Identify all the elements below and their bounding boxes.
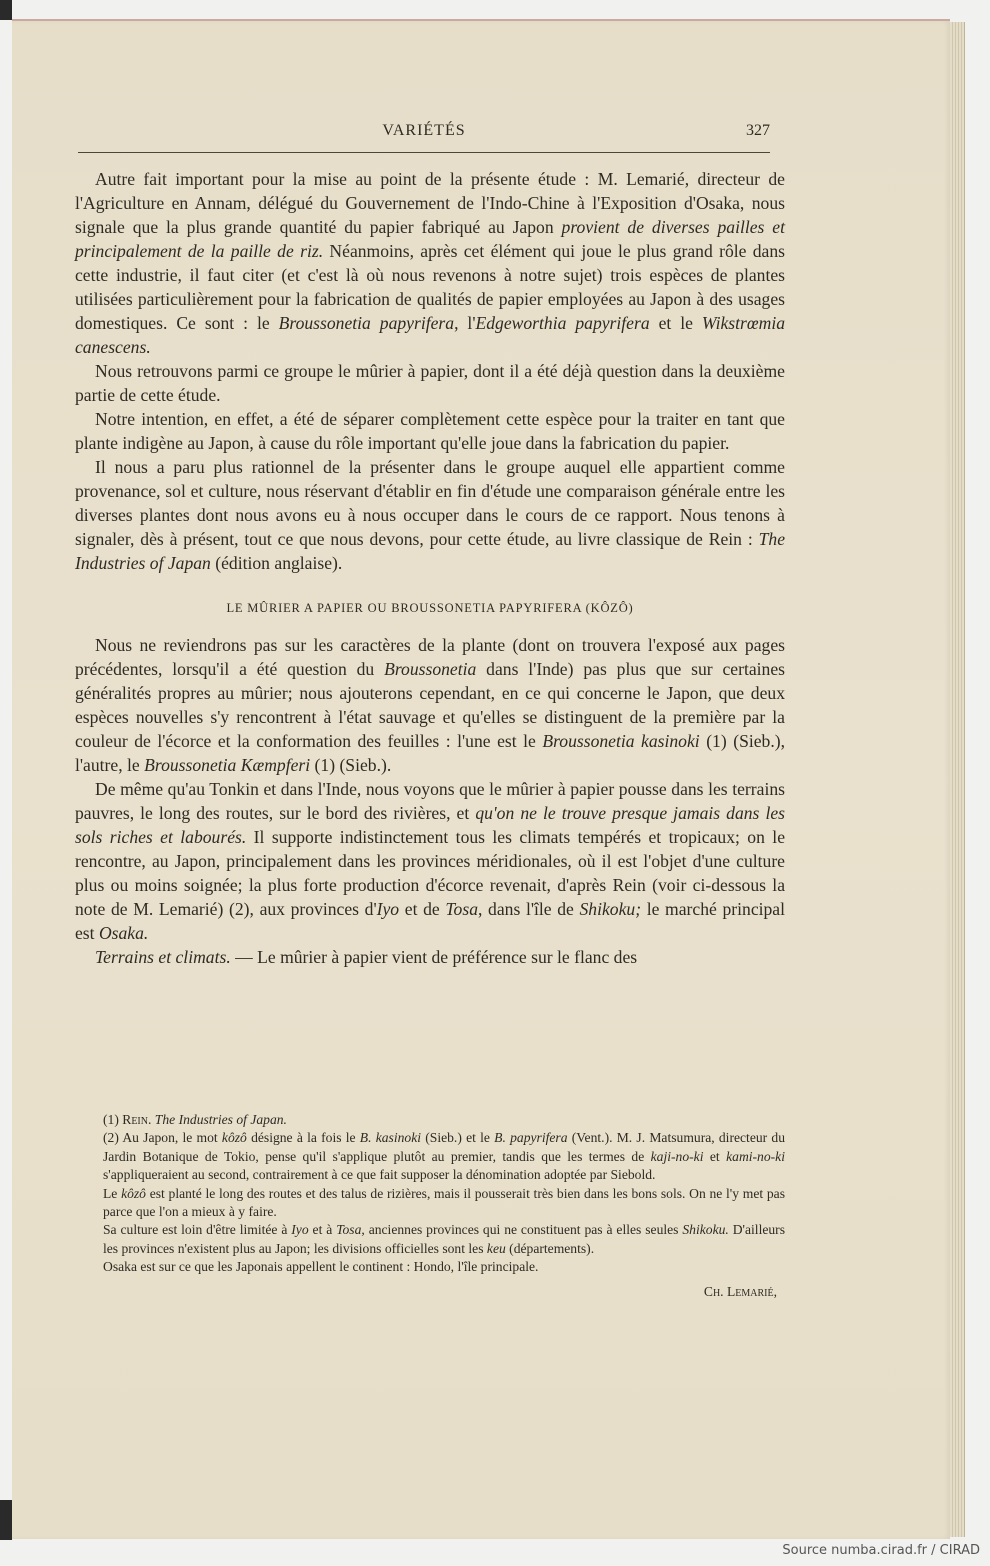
text-run: Nous retrouvons parmi ce groupe le mûrier à papier, dont il a été déjà question dans la deuxième partie de cette étude.: [75, 361, 785, 405]
text-run: Autre fait important pour la mise au point de la présente étude : M. Lemarié, directeur de l'Agriculture en Annam, délégué du Gouvernement de l'Indo-Chine à l'Exposition d'Osaka, nous signale que la plus grande quantité du papier fabriqué au Japon: [75, 169, 785, 237]
text-run: et: [703, 1148, 727, 1164]
text-run: Notre intention, en effet, a été de séparer complètement cette espèce pour la traiter en tant que plante indigène au Japon, à cause du rôle important qu'elle joue dans la fabrication du papier.: [75, 409, 785, 453]
italic-text: Wikstrœmia canescens.: [75, 313, 786, 357]
italic-text: Osaka.: [98, 923, 149, 943]
text-run: Nous ne reviendrons pas sur les caractères de la plante (dont on trouvera l'exposé aux pages précédentes, lorsqu'il a été question du: [75, 635, 785, 679]
text-run: Il supporte indistinctement tous les climats tempérés et tropicaux; on le rencontre, au Japon, principalement dans les provinces méridionales, où il est l'objet d'une culture plus ou moins soignée; la plus forte production d'écorce revenait, d'après Rein (voir ci-dessous la note de M. Lemarié) (2), aux provinces d': [75, 827, 786, 919]
italic-text: Iyo: [291, 1222, 309, 1238]
italic-text: Tosa: [445, 899, 478, 919]
italic-text: B. kasinoki: [359, 1130, 422, 1146]
text-run: D'ailleurs les provinces n'existent plus au Japon; les divisions officielles sont les: [103, 1222, 785, 1256]
italic-text: Shikoku;: [579, 899, 642, 919]
text-run: (Vent.). M. J. Matsumura, directeur du Jardin Botanique de Tokio, pense qu'il s'applique plutôt au premier, tandis que les termes de: [103, 1130, 786, 1164]
text-run: Osaka est sur ce que les Japonais appellent le continent : Hondo, l'île principale.: [103, 1259, 539, 1275]
text-run: désigne à la fois le: [246, 1130, 360, 1146]
paragraph: [75, 633, 785, 777]
italic-text: Broussonetia kasinoki: [542, 731, 700, 751]
italic-text: provient de diverses pailles et principalement de la paille de riz.: [75, 217, 785, 261]
page-header: [78, 118, 770, 153]
italic-text: Broussonetia: [384, 659, 477, 679]
italic-text: qu'on ne le trouve presque jamais dans les sols riches et labourés.: [75, 803, 786, 847]
text-run: et le: [649, 313, 702, 333]
page-number: 327: [746, 122, 770, 139]
italic-text: Tosa: [336, 1222, 362, 1238]
text-run: Rein: [122, 1112, 148, 1127]
text-run: De même qu'au Tonkin et dans l'Inde, nous voyons que le mûrier à papier pousse dans les terrains pauvres, le long des routes, sur le bord des rivières, et: [75, 779, 785, 823]
text-run: (édition anglaise).: [210, 553, 343, 573]
section-title: LE MÛRIER A PAPIER OU BROUSSONETIA PAPYRIFERA (KÔZÔ): [226, 601, 634, 615]
italic-text: Terrains et climats.: [95, 947, 231, 967]
text-run: (Sieb.) et le: [421, 1130, 495, 1146]
text-run: , anciennes provinces qui ne constituent pas à elles seules: [361, 1222, 683, 1238]
text-run: et à: [308, 1222, 337, 1238]
footnote: [103, 1111, 785, 1129]
text-run: Il nous a paru plus rationnel de la présenter dans le groupe auquel elle appartient comme provenance, sol et culture, nous réservant d'établir en fin d'étude une comparaison générale entre les diverses plantes dont nous avons eu à nous occuper dans le cours de ce rapport. Nous tenons à signaler, dès à présent, tout ce que nous devons, pour cette étude, au livre classique de Rein :: [75, 457, 785, 549]
paragraph: [75, 359, 785, 407]
paragraph: [75, 777, 785, 945]
text-run: Le: [103, 1185, 122, 1201]
paragraph: [75, 945, 785, 969]
footnote: [103, 1221, 785, 1258]
text-run: (départements).: [505, 1240, 595, 1256]
text-run: .: [147, 1112, 155, 1127]
italic-text: kami-no-ki: [726, 1148, 785, 1164]
italic-text: Edgeworthia papyrifera: [475, 313, 650, 333]
running-title: VARIÉTÉS: [382, 122, 466, 139]
text-run: (1) (Sieb.), l'autre, le: [75, 731, 785, 775]
italic-text: B. papyrifera: [494, 1130, 568, 1146]
footnote: [103, 1185, 785, 1222]
paragraph: [75, 167, 785, 359]
text-run: (1) (Sieb.).: [310, 755, 392, 775]
text-run: (1): [103, 1112, 123, 1127]
text-run: , l': [454, 313, 476, 333]
footnote: [103, 1129, 785, 1184]
italic-text: kaji-no-ki: [650, 1148, 704, 1164]
paragraph: [75, 455, 785, 575]
italic-text: Broussonetia Kæmpferi: [144, 755, 311, 775]
italic-text: keu: [486, 1240, 506, 1256]
text-run: et de: [399, 899, 446, 919]
text-run: (2) Au Japon, le mot: [103, 1130, 222, 1146]
paragraph: [75, 407, 785, 455]
text-run: dans l'Inde) pas plus que sur certaines généralités propres au mûrier; nous ajouterons cependant, en ce qui concerne le Japon, que deux espèces nouvelles s'y rencontrent à l'état sauvage et qu'elles se distinguent de la première par la couleur de l'écorce et la conformation des feuilles : l'une est le: [75, 659, 786, 751]
text-run: s'appliqueraient au second, contrairement à ce que fait supposer la dénomination adoptée par Siebold.: [103, 1167, 656, 1183]
italic-text: Shikoku.: [682, 1222, 729, 1238]
text-run: le marché principal est: [75, 899, 786, 943]
text-run: — Le mûrier à papier vient de préférence sur le flanc des: [230, 947, 638, 967]
text-run: , dans l'île de: [478, 899, 580, 919]
signature: Ch. Lemarié,: [703, 1283, 777, 1299]
text-run: Sa culture est loin d'être limitée à: [103, 1222, 292, 1238]
binder-edge: [0, 0, 12, 20]
italic-text: The Industries of Japan.: [154, 1112, 287, 1127]
footnotes: [103, 1111, 785, 1301]
binder-edge: [0, 1500, 12, 1540]
footnote: [103, 1258, 785, 1276]
text-run: Néanmoins, après cet élément qui joue le plus grand rôle dans cette industrie, il faut citer (et c'est là où nous revenons à notre sujet) trois espèces de plantes utilisées particulièrement pour la fabrication de qualités de papier employées au Japon à des usages domestiques. Ce sont : le: [75, 241, 786, 333]
italic-text: Broussonetia papyrifera: [278, 313, 455, 333]
italic-text: Iyo: [376, 899, 400, 919]
source-credit: Source numba.cirad.fr / CIRAD: [782, 1543, 980, 1558]
main-text: [75, 167, 785, 969]
text-run: est planté le long des routes et des talus de rizières, mais il pousserait très bien dans les bons sols. On ne l'y met pas parce que l'on a mieux à y faire.: [103, 1185, 785, 1220]
italic-text: kôzô: [221, 1130, 247, 1146]
italic-text: The Industries of Japan: [75, 529, 785, 573]
page-stack-edge: [950, 22, 965, 1537]
italic-text: kôzô: [121, 1185, 146, 1201]
